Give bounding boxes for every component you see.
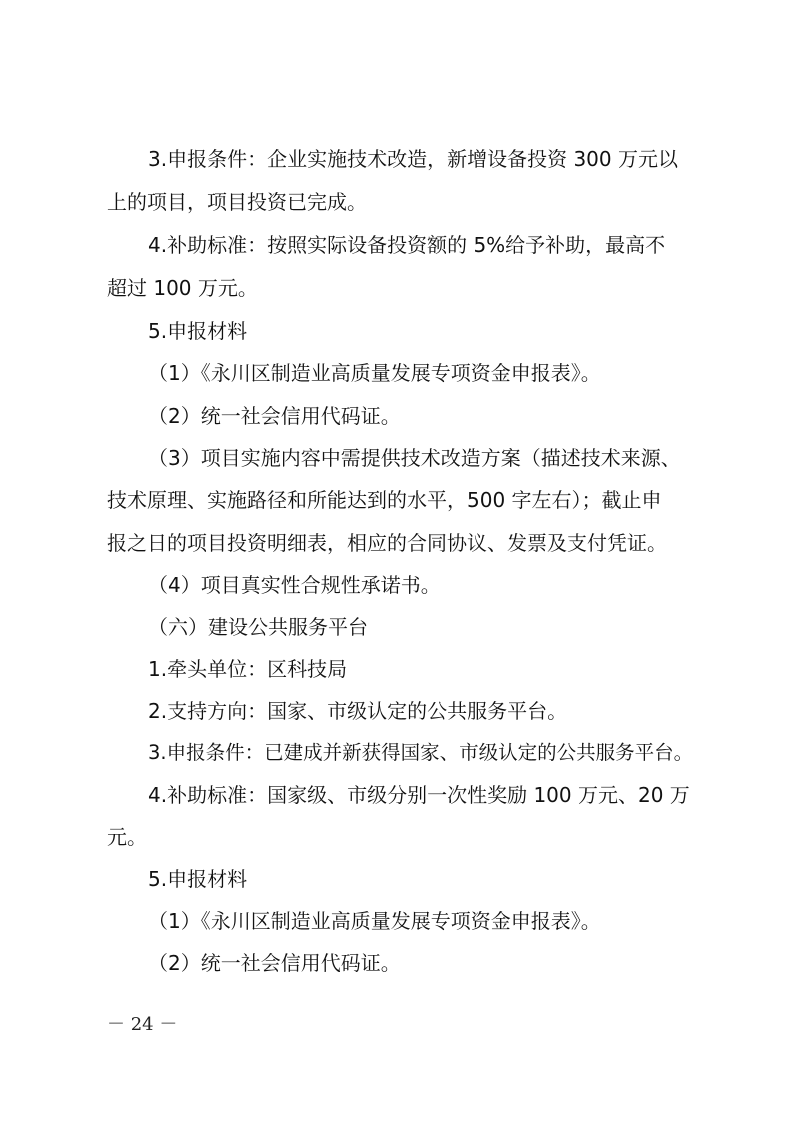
section-heading: 5.申报材料 — [148, 319, 248, 343]
list-item: （2）统一社会信用代码证。 — [148, 404, 401, 428]
text-line: 3.申报条件：已建成并新获得国家、市级认定的公共服务平台。 — [148, 741, 694, 764]
text-line: 4.补助标准：按照实际设备投资额的 5%给予补助，最高不 — [148, 233, 666, 257]
text-line: 3.申报条件：企业实施技术改造，新增设备投资 300 万元以 — [148, 147, 678, 171]
text-line: 上的项目，项目投资已完成。 — [107, 190, 367, 214]
page-number: － 24 － — [107, 1014, 178, 1035]
section-heading: 5.申报材料 — [148, 867, 248, 891]
list-item: （2）统一社会信用代码证。 — [148, 951, 401, 975]
text-line: 1.牵头单位：区科技局 — [148, 657, 348, 681]
text-line: 超过 100 万元。 — [107, 276, 258, 300]
text-line: 报之日的项目投资明细表，相应的合同协议、发票及支付凭证。 — [107, 531, 667, 555]
text-line: 2.支持方向：国家、市级认定的公共服务平台。 — [148, 699, 568, 723]
text-line: 技术原理、实施路径和所能达到的水平，500 字左右）；截止申 — [107, 488, 662, 512]
text-line: 4.补助标准：国家级、市级分别一次性奖励 100 万元、20 万 — [148, 783, 690, 807]
text-line: 元。 — [107, 825, 147, 849]
list-item: （1）《永川区制造业高质量发展专项资金申报表》。 — [148, 361, 601, 385]
section-heading: （六）建设公共服务平台 — [148, 615, 368, 639]
list-item: （4）项目真实性合规性承诺书。 — [148, 573, 441, 597]
list-item: （1）《永川区制造业高质量发展专项资金申报表》。 — [148, 909, 601, 933]
list-item: （3）项目实施内容中需提供技术改造方案（描述技术来源、 — [148, 446, 681, 470]
